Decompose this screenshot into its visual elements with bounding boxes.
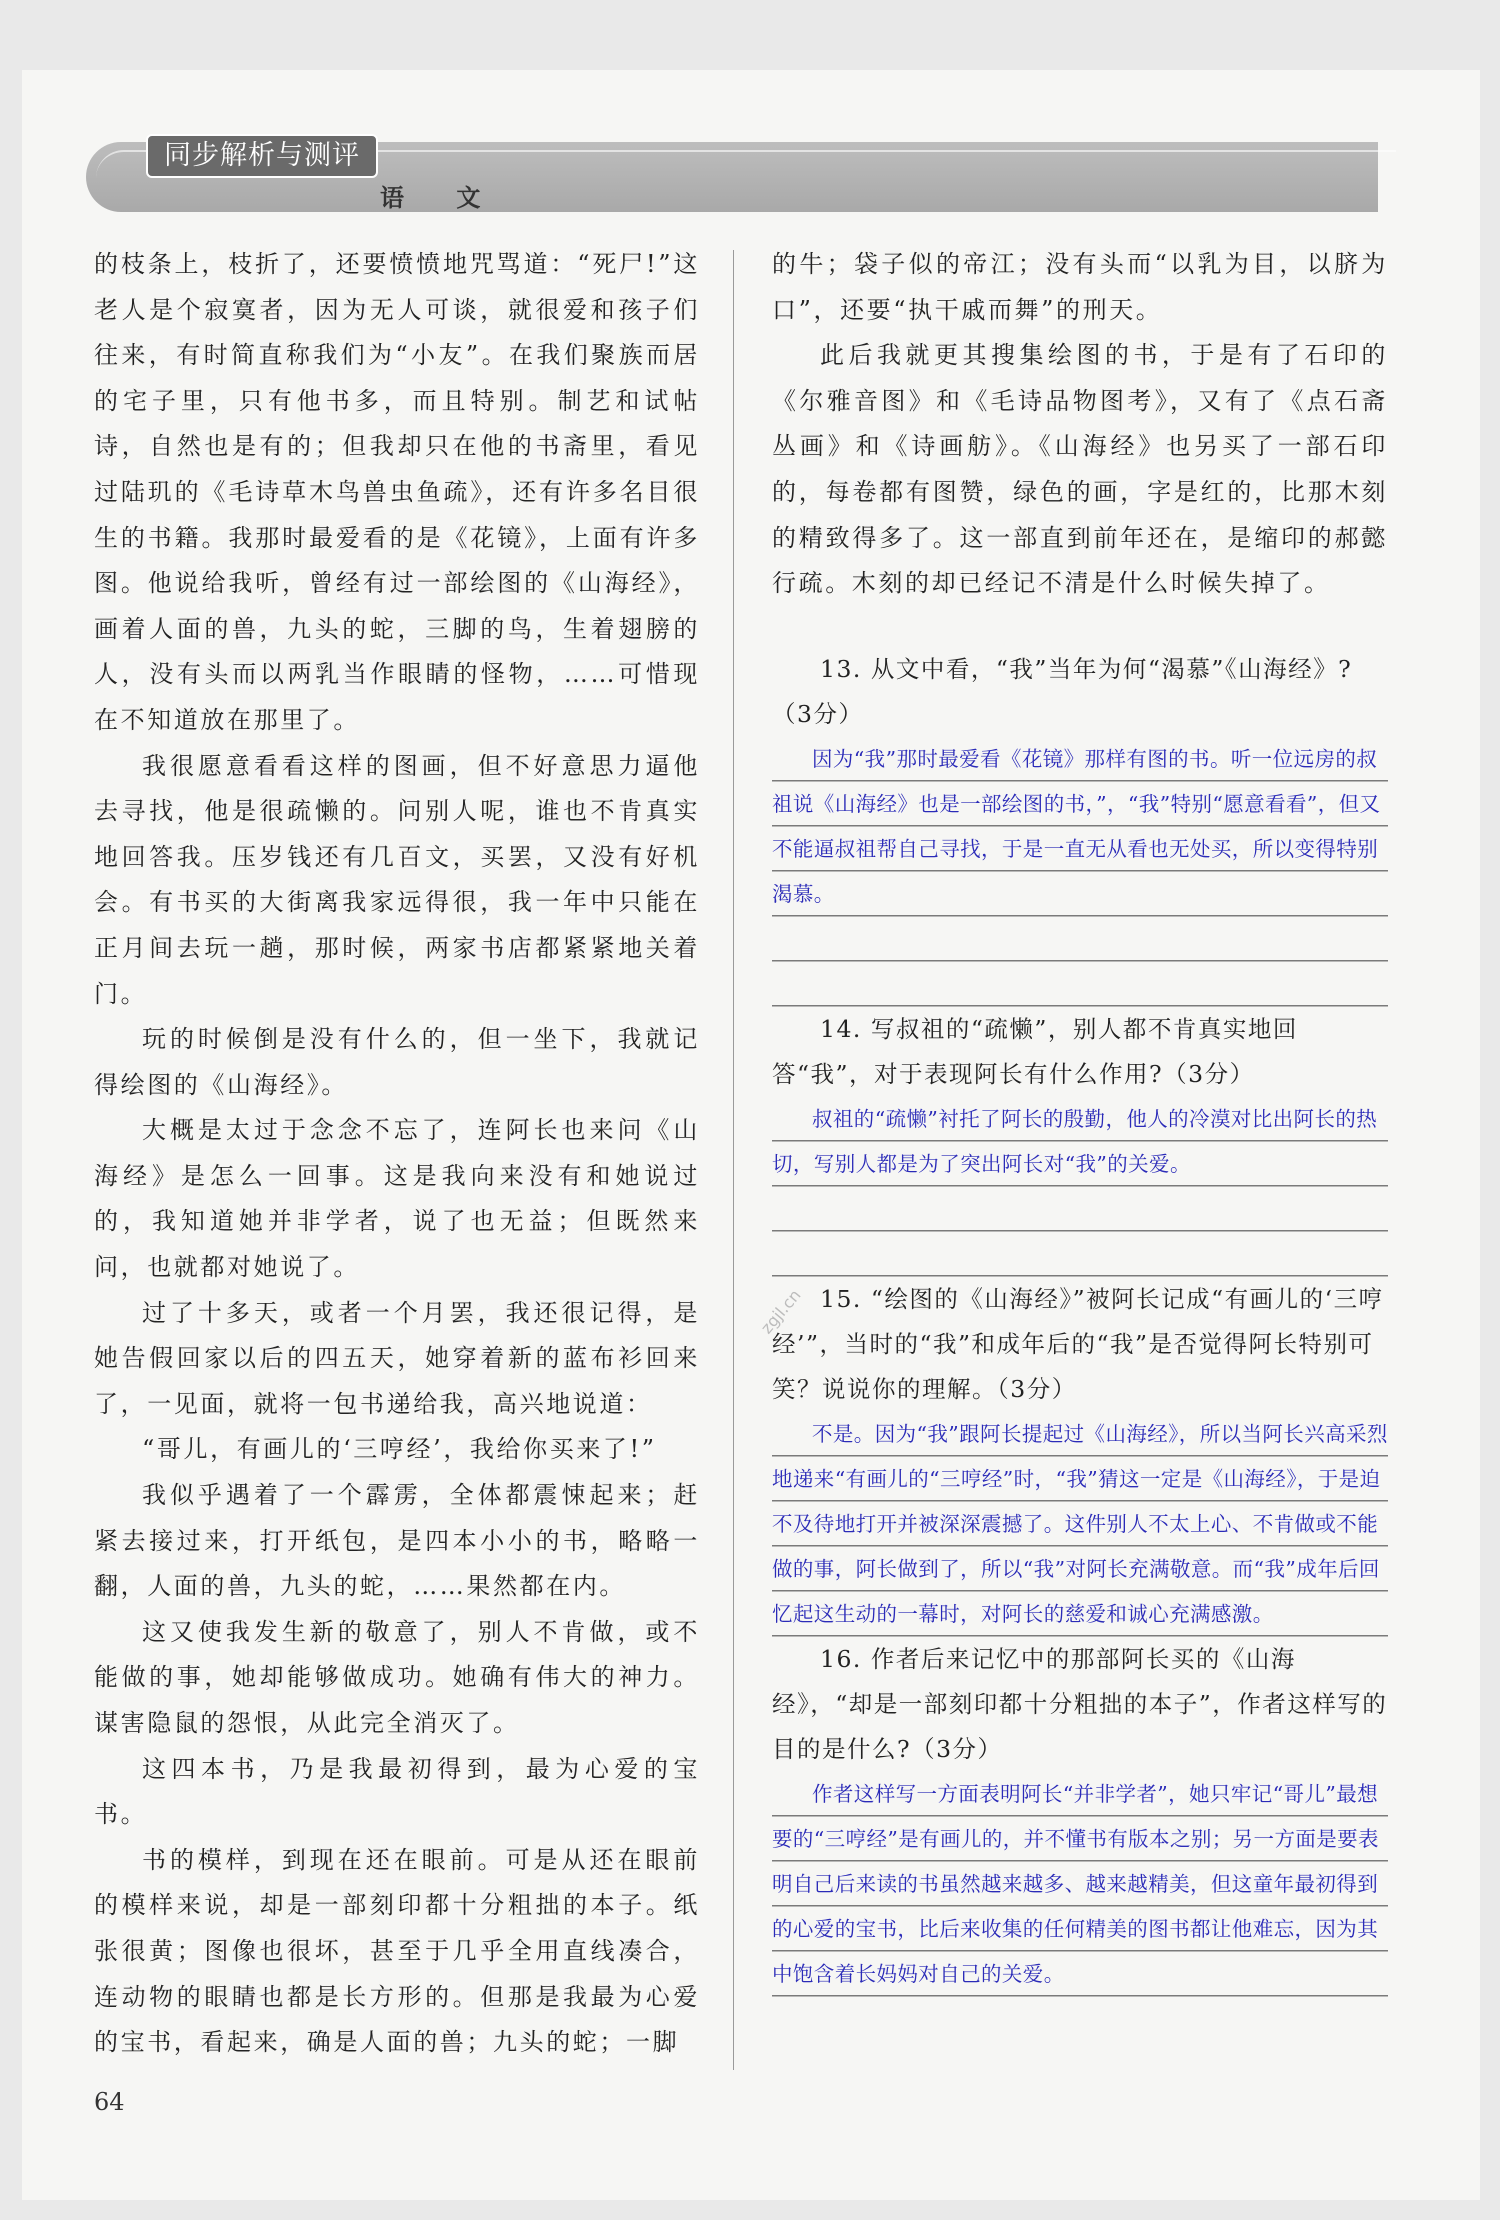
answer-16: 作者这样写一方面表明阿长“并非学者”，她只牢记“哥儿”最想要的“三哼经”是有画儿的，并不懂书有版本之别；另一方面是要表明自己后来读的书虽然越来越多、越来越精美，但这童年最初得到的心爱的宝书，比后来收集的任何精美的图书都让他难忘，因为其中饱含着长妈妈对自己的关爱。 <box>772 1772 1388 1997</box>
question-13: 13. 从文中看，“我”当年为何“渴慕”《山海经》?（3分） <box>772 654 1353 728</box>
answer-line <box>772 917 1388 962</box>
question-15: 15. “绘图的《山海经》”被阿长记成“有画儿的‘三哼经’”，当时的“我”和成年后的“我”是否觉得阿长特别可笑？说说你的理解。（3分） <box>772 1284 1384 1403</box>
column-divider <box>733 250 734 2070</box>
watermark: zgjl.cn <box>756 1285 805 1338</box>
left-paragraph-6: “哥儿，有画儿的‘三哼经’，我给你买来了!” <box>142 1435 657 1464</box>
answer-13: 因为“我”那时最爱看《花镜》那样有图的书。听一位远房的叔祖说《山海经》也是一部绘图的书，”，“我”特别“愿意看看”，但又不能逼叔祖帮自己寻找，于是一直无从看也无处买，所以变得特别渴慕。 <box>772 737 1388 917</box>
left-paragraph-10: 书的模样，到现在还在眼前。可是从还在眼前的模样来说，却是一部刻印都十分粗拙的本子。纸张很黄；图像也很坏，甚至于几乎全用直线凑合，连动物的眼睛也都是长方形的。但那是我最为心爱的宝书，看起来，确是人面的兽；九头的蛇；一脚 <box>94 1845 700 2057</box>
answer-line <box>772 962 1388 1007</box>
answer-15: 不是。因为“我”跟阿长提起过《山海经》，所以当阿长兴高采烈地递来“有画儿的“三哼经”时，“我”猜这一定是《山海经》，于是迫不及待地打开并被深深震撼了。这件别人不太上心、不肯做或不能做的事，阿长做到了，所以“我”对阿长充满敬意。而“我”成年后回忆起这生动的一幕时，对阿长的慈爱和诚心充满感激。 <box>772 1412 1388 1637</box>
left-paragraph-4: 大概是太过于念念不忘了，连阿长也来问《山海经》是怎么一回事。这是我向来没有和她说过的，我知道她并非学者，说了也无益；但既然来问，也就都对她说了。 <box>94 1116 700 1282</box>
subject-label: 语 文 <box>380 184 503 212</box>
left-paragraph-1: 的枝条上，枝折了，还要愤愤地咒骂道：“死尸!”这老人是个寂寞者，因为无人可谈，就很爱和孩子们往来，有时简直称我们为“小友”。在我们聚族而居的宅子里，只有他书多，而且特别。制艺和试帖诗，自然也是有的；但我却只在他的书斋里，看见过陆玑的《毛诗草木鸟兽虫鱼疏》，还有许多名目很生的书籍。我那时最爱看的是《花镜》，上面有许多图。他说给我听，曾经有过一部绘图的《山海经》，画着人面的兽，九头的蛇，三脚的鸟，生着翅膀的人，没有头而以两乳当作眼睛的怪物，……可惜现在不知道放在那里了。 <box>94 250 700 734</box>
answer-line <box>772 1232 1388 1277</box>
question-14: 14. 写叔祖的“疏懒”，别人都不肯真实地回答“我”，对于表现阿长有什么作用?（3分） <box>772 1014 1298 1088</box>
left-paragraph-7: 我似乎遇着了一个霹雳，全体都震悚起来；赶紧去接过来，打开纸包，是四本小小的书，略略一翻，人面的兽，九头的蛇，……果然都在内。 <box>94 1481 700 1601</box>
left-paragraph-2: 我很愿意看看这样的图画，但不好意思力逼他去寻找，他是很疏懒的。问别人呢，谁也不肯真实地回答我。压岁钱还有几百文，买罢，又没有好机会。有书买的大街离我家远得很，我一年中只能在正月间去玩一趟，那时候，两家书店都紧紧地关着门。 <box>94 751 700 1008</box>
right-paragraph-2: 此后我就更其搜集绘图的书，于是有了石印的《尔雅音图》和《毛诗品物图考》，又有了《点石斋丛画》和《诗画舫》。《山海经》也另买了一部石印的，每卷都有图赞，绿色的画，字是红的，比那木刻的精致得多了。这一部直到前年还在，是缩印的郝懿行疏。木刻的却已经记不清是什么时候失掉了。 <box>772 341 1388 598</box>
right-column <box>772 242 1388 1997</box>
left-column <box>94 242 700 2066</box>
left-paragraph-8: 这又使我发生新的敬意了，别人不肯做，或不能做的事，她却能够做成功。她确有伟大的神力。谋害隐鼠的怨恨，从此完全消灭了。 <box>94 1617 700 1737</box>
right-paragraph-1: 的牛；袋子似的帝江；没有头而“以乳为目，以脐为口”，还要“执干戚而舞”的刑天。 <box>772 250 1388 324</box>
left-paragraph-3: 玩的时候倒是没有什么的，但一坐下，我就记得绘图的《山海经》。 <box>94 1025 700 1099</box>
left-paragraph-5: 过了十多天，或者一个月罢，我还很记得，是她告假回家以后的四五天，她穿着新的蓝布衫回来了，一见面，就将一包书递给我，高兴地说道： <box>94 1298 700 1418</box>
question-16: 16. 作者后来记忆中的那部阿长买的《山海经》，“却是一部刻印都十分粗拙的本子”，作者这样写的目的是什么?（3分） <box>772 1644 1388 1763</box>
answer-line <box>772 1187 1388 1232</box>
left-paragraph-9: 这四本书，乃是我最初得到，最为心爱的宝书。 <box>94 1754 700 1829</box>
series-title: 同步解析与测评 <box>146 134 378 178</box>
answer-14: 叔祖的“疏懒”衬托了阿长的殷勤，他人的冷漠对比出阿长的热切，写别人都是为了突出阿长对“我”的关爱。 <box>772 1097 1388 1187</box>
page-number: 64 <box>94 2088 125 2116</box>
